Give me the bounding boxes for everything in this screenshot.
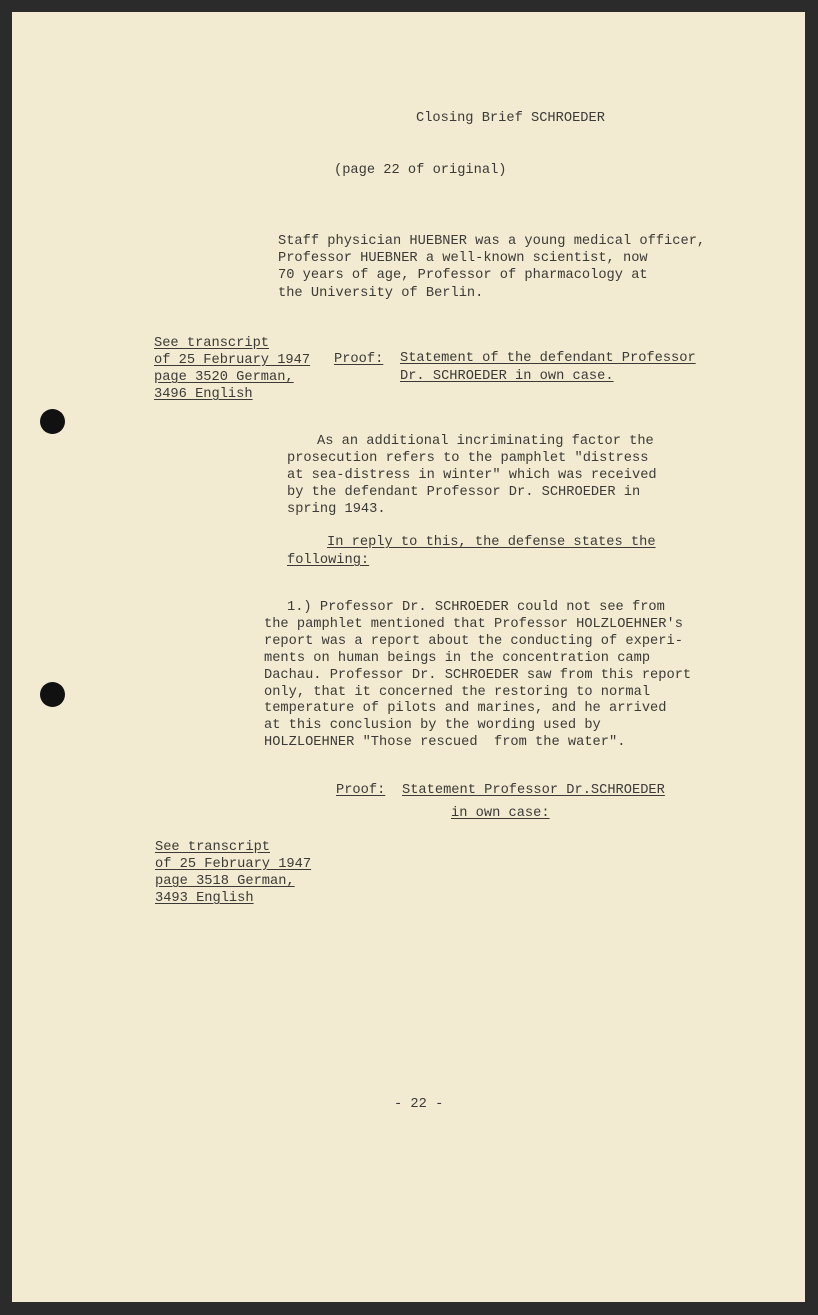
page-reference: (page 22 of original) <box>334 163 507 178</box>
transcript-reference: 3493 English <box>155 891 254 906</box>
paragraph-line: Professor HUEBNER a well-known scientist, now <box>278 251 648 266</box>
proof-statement: Statement of the defendant Professor <box>400 351 696 366</box>
transcript-reference: See transcript <box>154 336 269 351</box>
reply-heading: In reply to this, the defense states the <box>327 535 656 550</box>
transcript-reference: 3496 English <box>154 387 253 402</box>
punch-hole <box>40 682 65 707</box>
item-line: HOLZLOEHNER "Those rescued from the water". <box>264 735 626 750</box>
item-line: 1.) Professor Dr. SCHROEDER could not see from <box>287 600 665 615</box>
document-title: Closing Brief SCHROEDER <box>416 111 605 126</box>
paragraph-line: the University of Berlin. <box>278 286 484 301</box>
transcript-reference: of 25 February 1947 <box>154 353 311 368</box>
proof-statement: Statement Professor Dr.SCHROEDER <box>402 783 665 798</box>
item-line: at this conclusion by the wording used by <box>264 718 601 733</box>
paragraph-line: at sea-distress in winter" which was received <box>287 468 657 483</box>
proof-label: Proof: <box>334 352 384 367</box>
proof-label: Proof: <box>336 783 386 798</box>
proof-statement: Dr. SCHROEDER in own case. <box>400 369 614 384</box>
paragraph-line: prosecution refers to the pamphlet "distress <box>287 451 649 466</box>
proof-statement: in own case: <box>451 806 550 821</box>
transcript-reference: page 3518 German, <box>155 874 295 889</box>
paragraph-line: by the defendant Professor Dr. SCHROEDER in <box>287 485 641 500</box>
transcript-reference: page 3520 German, <box>154 370 294 385</box>
paragraph-line: Staff physician HUEBNER was a young medical officer, <box>278 234 706 249</box>
item-line: ments on human beings in the concentration camp <box>264 651 651 666</box>
page-number: - 22 - <box>394 1097 444 1112</box>
punch-hole <box>40 409 65 434</box>
transcript-reference: of 25 February 1947 <box>155 857 312 872</box>
item-line: only, that it concerned the restoring to normal <box>264 685 651 700</box>
paragraph-line: As an additional incriminating factor the <box>317 434 654 449</box>
reply-heading: following: <box>287 553 370 568</box>
transcript-reference: See transcript <box>155 840 270 855</box>
item-line: temperature of pilots and marines, and he arrived <box>264 701 667 716</box>
paragraph-line: spring 1943. <box>287 502 386 517</box>
item-line: the pamphlet mentioned that Professor HOLZLOEHNER's <box>264 617 683 632</box>
item-line: report was a report about the conducting of experi- <box>264 634 683 649</box>
item-line: Dachau. Professor Dr. SCHROEDER saw from this report <box>264 668 692 683</box>
paragraph-line: 70 years of age, Professor of pharmacology at <box>278 268 648 283</box>
